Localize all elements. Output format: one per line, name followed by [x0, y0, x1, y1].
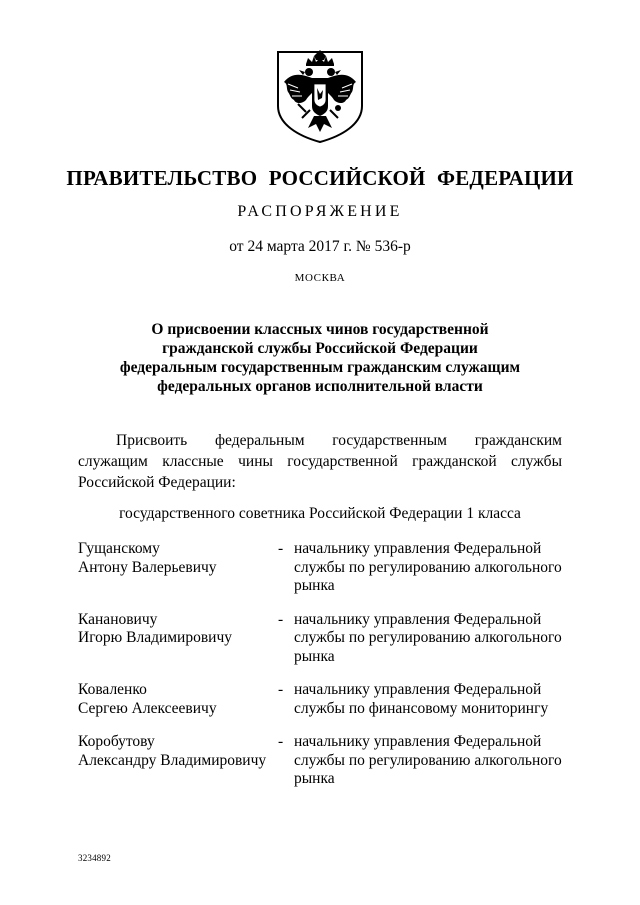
document-city: МОСКВА [294, 272, 346, 284]
given-names: Александру Владимировичу [78, 751, 267, 769]
government-title: ПРАВИТЕЛЬСТВО РОССИЙСКОЙ ФЕДЕРАЦИИ [66, 166, 574, 190]
dash-separator: - [278, 733, 284, 750]
surname: Канановичу [78, 610, 158, 628]
given-names: Сергею Алексеевичу [78, 699, 217, 717]
appointee-name [78, 681, 278, 718]
document-date-number: от 24 марта 2017 г. № 536-р [229, 238, 411, 255]
list-item [78, 733, 562, 789]
dash-separator: - [278, 540, 284, 557]
subject-line: федеральных органов исполнительной власти [157, 378, 483, 395]
surname: Гущанскому [78, 540, 160, 557]
dash-separator: - [278, 681, 284, 698]
subject-line: федеральным государственным гражданским служащим [119, 359, 521, 376]
surname: Коробутову [78, 733, 155, 750]
appointee-name [78, 611, 278, 667]
dash-separator: - [278, 610, 284, 628]
appointee-list [78, 540, 562, 804]
document-kind: РАСПОРЯЖЕНИЕ [237, 203, 403, 220]
given-names: Игорю Владимировичу [78, 629, 233, 646]
list-item [78, 540, 562, 596]
document-footer-number: 3234892 [78, 853, 111, 863]
appointee-position: начальнику управления Федеральной службы по финансовому мониторингу [294, 681, 549, 717]
given-names: Антону Валерьевичу [78, 558, 217, 576]
rank-heading: государственного советника Российской Федерации 1 класса [119, 505, 521, 522]
subject-line: О присвоении классных чинов государственной [151, 321, 489, 338]
document-subject [0, 320, 640, 396]
surname: Коваленко [78, 681, 147, 698]
subject-line: гражданской службы Российской Федерации [162, 340, 478, 357]
appointee-position: начальнику управления Федеральной службы по регулированию алкогольного рынка [294, 733, 562, 787]
appointee-name [78, 733, 278, 789]
list-item [78, 681, 562, 718]
appointee-position: начальнику управления Федеральной службы по регулированию алкогольного рынка [294, 610, 562, 665]
intro-paragraph: Присвоить федеральным государственным гражданским служащим классные чины государственной гражданской службы Российской Федерации: [78, 432, 562, 491]
appointee-position: начальнику управления Федеральной службы по регулированию алкогольного рынка [294, 540, 562, 594]
coat-of-arms-icon [272, 48, 368, 144]
list-item [78, 611, 562, 667]
appointee-name [78, 540, 278, 596]
